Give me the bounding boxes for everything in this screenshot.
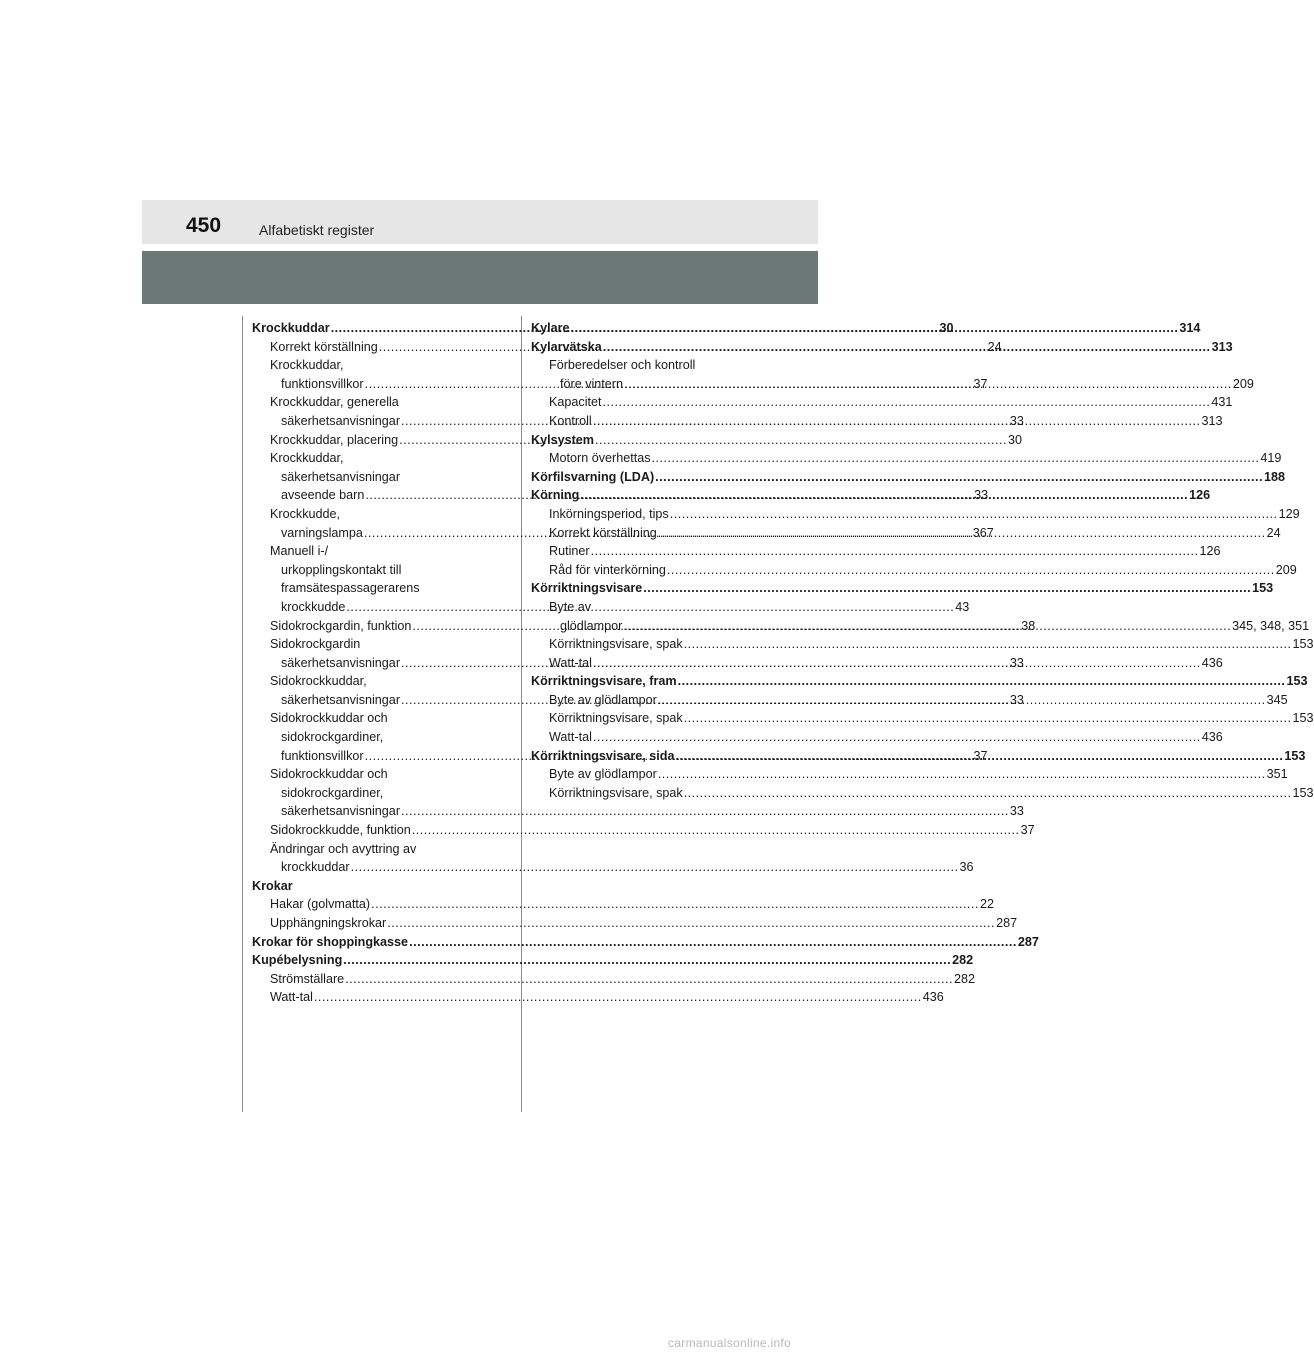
leader-dots [643, 579, 1251, 598]
entry-row [270, 970, 976, 989]
entry-page: 419 [1260, 451, 1282, 466]
leader-dots [593, 728, 1201, 747]
entry-text: Kapacitet [549, 395, 602, 410]
entry-last-page: 345, 348, 351 [1232, 618, 1310, 633]
entry-text: Inkörningsperiod, tips [549, 506, 669, 521]
entry-row [549, 505, 1300, 524]
leader-dots [371, 895, 979, 914]
leader-dots [409, 933, 1017, 952]
entry-text: Byte av glödlampor [549, 692, 657, 707]
entry-line: sidokrockgardiner, [281, 730, 384, 745]
entry-text: Krokar för shoppingkasse [252, 934, 409, 949]
entry-text: Krockkuddar, placering [270, 432, 399, 447]
page-number: 450 [186, 214, 222, 237]
index-subentry [252, 914, 1018, 933]
entry-row [549, 393, 1233, 412]
entry-page: 287 [1017, 934, 1039, 949]
entry-row [531, 468, 1285, 487]
entry-last-text: krockkudde [281, 599, 346, 614]
entry-last-page: 33 [1009, 692, 1024, 707]
leader-dots [655, 468, 1263, 487]
entry-last-text: krockkuddar [281, 860, 350, 875]
entry-last-text: funktionsvillkor [281, 748, 364, 763]
watermark: carmanualsonline.info [668, 1336, 792, 1350]
entry-page: 431 [1211, 395, 1233, 410]
entry-page: 126 [1189, 488, 1211, 503]
leader-dots [603, 393, 1211, 412]
entry-text: Sidokrockgardin, funktion [270, 618, 412, 633]
entry-line: Förberedelser och kontroll [549, 358, 696, 373]
entry-row [549, 561, 1297, 580]
entry-page: 153 [1292, 637, 1314, 652]
entry-text: Körriktningsvisare [531, 581, 643, 596]
index-subentry [531, 728, 1223, 747]
entry-last-page: 37 [973, 376, 988, 391]
index-subentry [531, 449, 1282, 468]
entry-last-page: 209 [1232, 376, 1254, 391]
entry-row [549, 765, 1288, 784]
index-entry [252, 933, 1039, 952]
entry-text: Körfilsvarning (LDA) [531, 469, 655, 484]
entry-last-page: 33 [1009, 804, 1024, 819]
index-subentry [252, 840, 974, 877]
entry-page: 188 [1263, 469, 1285, 484]
index-entry [531, 468, 1285, 487]
entry-last-page: 33 [1009, 655, 1024, 670]
entry-page: 153 [1292, 711, 1314, 726]
entry-page: 345 [1266, 692, 1288, 707]
leader-dots [684, 709, 1292, 728]
entry-page: 24 [1266, 525, 1281, 540]
index-entry [252, 877, 471, 896]
header-band [142, 200, 818, 244]
entry-line: Krockkudde, [270, 506, 341, 521]
entry-last-text: säkerhetsanvisningar [281, 655, 401, 670]
leader-dots [580, 486, 1188, 505]
section-title: Alfabetiskt register [259, 222, 375, 238]
index-subentry [531, 784, 1314, 803]
leader-dots [401, 804, 1009, 818]
index-entry [252, 951, 974, 970]
entry-last-text: funktionsvillkor [281, 376, 364, 391]
leader-dots [603, 338, 1211, 357]
entry-row [270, 821, 1035, 840]
leader-dots [675, 747, 1283, 766]
header-bar [142, 251, 818, 304]
entry-text: Strömställare [270, 971, 345, 986]
entry-line: Krockkuddar, [270, 358, 344, 373]
index-entry [531, 579, 1274, 598]
leader-dots [314, 988, 922, 1007]
entry-last-page: 367 [972, 525, 994, 540]
entry-last-row [270, 802, 1024, 821]
leader-dots [591, 542, 1199, 561]
entry-last-text: säkerhetsanvisningar [281, 413, 401, 428]
entry-text: Kylsystem [531, 432, 595, 447]
entry-line: Krockkuddar, generella [270, 395, 399, 410]
index-subentry [252, 970, 976, 989]
entry-text: Körriktningsvisare, spak [549, 711, 683, 726]
entry-text: Watt-tal [549, 655, 592, 670]
entry-line: Manuell i-/ [270, 544, 329, 559]
entry-last-page: 43 [955, 599, 970, 614]
entry-row [549, 728, 1223, 747]
entry-page: 287 [996, 916, 1018, 930]
entry-text: Korrekt körställning [549, 525, 657, 540]
entry-page: 313 [1211, 339, 1233, 354]
entry-row [270, 895, 994, 914]
entry-text: Körriktningsvisare, spak [549, 785, 683, 800]
entry-text: Körriktningsvisare, sida [531, 748, 675, 763]
entry-text: Krokar [252, 878, 293, 893]
entry-text: Watt-tal [270, 990, 313, 1005]
entry-row [252, 933, 1039, 952]
leader-dots [658, 524, 1266, 543]
entry-page: 30 [1007, 432, 1022, 447]
entry-text: Kontroll [549, 413, 592, 428]
leader-dots [351, 860, 959, 874]
entry-page: 153 [1252, 581, 1274, 596]
entry-page: 153 [1292, 785, 1314, 800]
leader-dots [571, 319, 1179, 338]
entry-page: 126 [1199, 544, 1221, 559]
entry-line: urkopplingskontakt till [281, 562, 402, 577]
entry-last-page: 33 [974, 488, 989, 503]
entry-page: 436 [922, 990, 944, 1005]
entry-last-text: avseende barn [281, 488, 365, 503]
index-subentry [531, 635, 1314, 654]
index-entry [531, 672, 1308, 691]
entry-page: 436 [1201, 730, 1223, 745]
entry-text: Kylare [531, 321, 570, 335]
entry-text: Hakar (golvmatta) [270, 897, 371, 912]
entry-line: framsätespassagerarens [281, 581, 420, 596]
entry-page: 351 [1266, 767, 1288, 782]
entry-last-row [270, 858, 974, 877]
index-subentry [531, 561, 1297, 580]
entry-page: 282 [952, 953, 974, 968]
entry-page: 30 [939, 321, 954, 335]
leader-dots [684, 635, 1292, 654]
leader-dots [412, 821, 1020, 840]
entry-row [549, 709, 1314, 728]
index-subentry [531, 709, 1314, 728]
entry-page: 282 [954, 971, 976, 986]
entry-last-page: 33 [1009, 413, 1024, 428]
entry-line: Sidokrockgardin [270, 637, 361, 652]
leader-dots [678, 672, 1286, 691]
leader-dots [345, 970, 953, 989]
entry-text: Kupébelysning [252, 953, 343, 968]
index-subentry [252, 895, 994, 914]
entry-row [549, 635, 1314, 654]
entry-text: Körning [531, 488, 580, 503]
index-subentry [252, 821, 1035, 840]
entry-page: 22 [979, 897, 994, 912]
index-subentry [531, 393, 1233, 412]
entry-row [270, 988, 944, 1007]
entry-row [252, 951, 974, 970]
entry-line: Ändringar och avyttring av [270, 841, 417, 856]
entry-line: Krockkuddar, [270, 451, 344, 466]
leader-dots [623, 619, 1231, 633]
entry-text: Körriktningsvisare, spak [549, 637, 683, 652]
entry-text: Watt-tal [549, 730, 592, 745]
entry-text: Krockkuddar [252, 321, 330, 335]
entry-text: Kylarvätska [531, 339, 602, 354]
entry-line: Sidokrockkuddar och [270, 767, 388, 782]
entry-page: 153 [1284, 748, 1306, 763]
entry-text: Råd för vinterkörning [549, 562, 666, 577]
index-subentry [531, 542, 1221, 561]
entry-last-text: före vintern [560, 376, 623, 391]
entry-last-text: säkerhetsanvisningar [281, 692, 401, 707]
leader-dots [624, 377, 1232, 391]
entry-text: Byte av glödlampor [549, 767, 657, 782]
entry-last-page: 37 [973, 748, 988, 763]
entry-row [531, 579, 1274, 598]
entry-text: Rutiner [549, 544, 590, 559]
entry-page: 129 [1278, 506, 1300, 521]
entry-text: Sidokrockkudde, funktion [270, 823, 411, 838]
entry-row [531, 431, 750, 450]
entry-line: Sidokrockkuddar, [270, 674, 367, 689]
entry-last-text: varningslampa [281, 525, 363, 540]
entry-text: Motorn överhettas [549, 451, 651, 466]
entry-text: Upphängningskrokar [270, 916, 387, 930]
entry-text: Korrekt körställning [270, 339, 378, 354]
entry-line: säkerhetsanvisningar [281, 469, 401, 484]
leader-dots [684, 784, 1292, 803]
entry-row [531, 672, 1308, 691]
entry-row [549, 542, 1221, 561]
entry-page: 436 [1201, 655, 1223, 670]
leader-dots [658, 765, 1266, 784]
entry-last-text: glödlampor [560, 618, 623, 633]
entry-page: 37 [1020, 823, 1035, 838]
index-subentry [531, 505, 1300, 524]
leader-dots [658, 691, 1266, 710]
leader-dots [670, 505, 1278, 524]
entry-page: 24 [987, 339, 1002, 354]
leader-dots [667, 561, 1275, 580]
entry-row [549, 449, 1282, 468]
entry-page: 38 [1021, 618, 1036, 633]
entry-line: Byte av [549, 599, 591, 614]
leader-dots [387, 914, 995, 933]
entry-last-text: säkerhetsanvisningar [281, 804, 401, 819]
index-subentry [252, 988, 944, 1007]
entry-line: Sidokrockkuddar och [270, 711, 388, 726]
entry-page: 313 [1201, 413, 1223, 428]
entry-page: 314 [1179, 321, 1201, 335]
index-subentry [531, 765, 1288, 784]
entry-text: Körriktningsvisare, fram [531, 674, 677, 689]
leader-dots [652, 449, 1260, 468]
entry-page: 153 [1286, 674, 1308, 689]
column-divider-left [242, 316, 243, 1112]
leader-dots [343, 951, 951, 970]
leader-dots [593, 412, 1201, 431]
entry-row [549, 784, 1314, 803]
entry-last-page: 36 [959, 860, 974, 875]
entry-line: sidokrockgardiner, [281, 785, 384, 800]
entry-row [252, 877, 471, 896]
entry-row [270, 914, 1018, 933]
index-entry [531, 431, 750, 450]
leader-dots [593, 654, 1201, 673]
entry-page: 209 [1275, 562, 1297, 577]
